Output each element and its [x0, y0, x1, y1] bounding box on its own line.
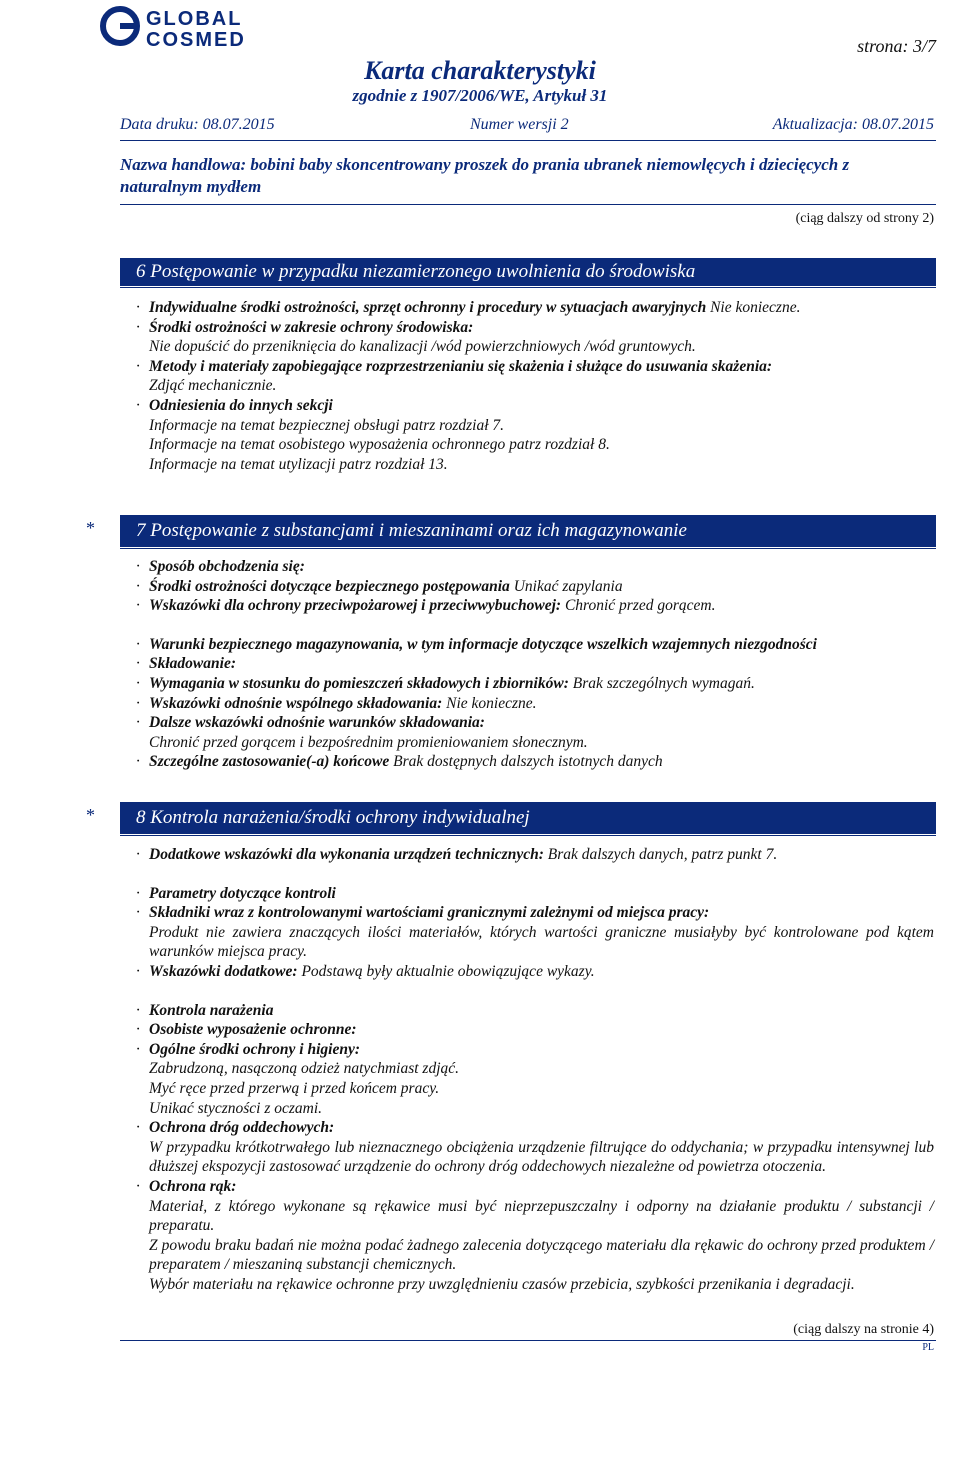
list-item-value: Z powodu braku badań nie można podać żadnego zalecenia dotyczącego materiału dla rękawic do ochrony przed produktem / preparatem / mieszaniną substancji chemicznych.: [149, 1236, 934, 1274]
list-item: · Odniesienia do innych sekcji: [136, 396, 333, 414]
list-item: · Kontrola narażenia: [136, 1001, 274, 1019]
trade-name: Nazwa handlowa: bobini baby skoncentrowany proszek do prania ubranek niemowlęcych i dziecięcych z naturalnym mydłem: [120, 155, 850, 196]
list-item: · Ogólne środki ochrony i higieny:: [136, 1040, 360, 1058]
list-item-value: Informacje na temat utylizacji patrz rozdział 13.: [149, 455, 448, 473]
document-title: Karta charakterystyki: [364, 56, 596, 85]
list-item: · Parametry dotyczące kontroli: [136, 884, 336, 902]
list-item: · Wskazówki dla ochrony przeciwpożarowej i przeciwwybuchowej: Chronić przed gorącem.: [136, 597, 716, 615]
list-item: · Ochrona dróg oddechowych:: [136, 1119, 335, 1137]
update-date: Aktualizacja: 08.07.2015: [772, 116, 934, 133]
print-date: Data druku: 08.07.2015: [120, 116, 275, 133]
continued-on: (ciąg dalszy na stronie 4): [793, 1322, 934, 1337]
version-number: Numer wersji 2: [470, 116, 569, 133]
list-item: · Wymagania w stosunku do pomieszczeń składowych i zbiorników: Brak szczególnych wymagań.: [136, 674, 755, 692]
list-item: · Dodatkowe wskazówki dla wykonania urządzeń technicznych: Brak dalszych danych, patrz punkt 7.: [136, 846, 778, 863]
list-item: · Metody i materiały zapobiegające rozprzestrzenianiu się skażenia i służące do usuwania skażenia:: [136, 357, 773, 375]
section-7-heading: 7 Postępowanie z substancjami i mieszaninami oraz ich magazynowanie: [120, 515, 936, 547]
page-number: strona: 3/7: [857, 36, 936, 56]
list-item-value: Wybór materiału na rękawice ochronne przy uwzględnieniu czasów przebicia, szybkości przenikania i degradacji.: [149, 1275, 855, 1293]
list-item-value: Produkt nie zawiera znaczących ilości materiałów, których wartości graniczne musiałyby być kontrolowane pod kątem warunków miejsca pracy.: [149, 923, 934, 961]
list-item-value: Zdjąć mechanicznie.: [149, 377, 277, 395]
continued-from: (ciąg dalszy od strony 2): [795, 211, 934, 226]
list-item-value: Chronić przed gorącem i bezpośrednim promieniowaniem słonecznym.: [149, 733, 588, 751]
list-item: · Osobiste wyposażenie ochronne:: [136, 1021, 357, 1039]
footer-divider: [120, 1340, 936, 1341]
trade-name-divider: [120, 204, 936, 205]
list-item-value: Myć ręce przed przerwą i przed końcem pracy.: [149, 1079, 440, 1097]
list-item: · Sposób obchodzenia się:: [136, 558, 305, 575]
list-item-value: Informacje na temat bezpiecznej obsługi patrz rozdział 7.: [149, 416, 505, 434]
revision-marker: *: [86, 805, 95, 825]
document-subtitle: zgodnie z 1907/2006/WE, Artykuł 31: [352, 86, 608, 105]
svg-text:COSMED: COSMED: [146, 29, 246, 48]
list-item-value: Nie dopuścić do przeniknięcia do kanalizacji /wód powierzchniowych /wód gruntowych.: [149, 338, 696, 356]
section-8-body: [136, 845, 934, 1294]
list-item-value: Unikać styczności z oczami.: [149, 1099, 323, 1117]
list-item: · Składowanie:: [136, 655, 236, 673]
list-item: · Środki ostrożności dotyczące bezpiecznego postępowania Unikać zapylania: [136, 577, 623, 595]
list-item: · Dalsze wskazówki odnośnie warunków składowania:: [136, 714, 485, 732]
language-code: PL: [922, 1342, 934, 1353]
header-divider: [120, 140, 936, 141]
company-logo: [100, 4, 300, 48]
list-item: · Wskazówki dodatkowe: Podstawą były aktualnie obowiązujące wykazy.: [136, 962, 595, 980]
revision-marker: *: [86, 518, 95, 538]
list-item: · Środki ostrożności w zakresie ochrony środowiska:: [136, 318, 474, 336]
list-item: · Indywidualne środki ostrożności, sprzęt ochronny i procedury w sytuacjach awaryjnych Nie konieczne.: [136, 299, 801, 316]
list-item-value: W przypadku krótkotrwałego lub nieznacznego obciążenia urządzenie filtrujące do oddychania; w przypadku intensywnej lub dłuższej ekspozycji zastosować urządzenie do ochrony dróg oddechowych niezależne od powietrza otoczenia.: [149, 1138, 934, 1176]
list-item: · Szczególne zastosowanie(-a) końcowe Brak dostępnych dalszych istotnych danych: [136, 753, 663, 771]
svg-text:GLOBAL: GLOBAL: [146, 8, 243, 30]
list-item-value: Informacje na temat osobistego wyposażenia ochronnego patrz rozdział 8.: [149, 436, 610, 454]
list-item: · Warunki bezpiecznego magazynowania, w tym informacje dotyczące wszelkich wzajemnych niezgodności: [136, 635, 817, 653]
section-7-body: [136, 557, 934, 772]
list-item: · Składniki wraz z kontrolowanymi wartościami granicznymi zależnymi od miejsca pracy:: [136, 904, 710, 922]
list-item: · Wskazówki odnośnie wspólnego składowania: Nie konieczne.: [136, 694, 537, 712]
section-6-heading: 6 Postępowanie w przypadku niezamierzonego uwolnienia do środowiska: [120, 258, 936, 286]
list-item: · Ochrona rąk:: [136, 1177, 237, 1195]
list-item-value: Zabrudzoną, nasączoną odzież natychmiast zdjąć.: [149, 1060, 459, 1078]
list-item-value: Materiał, z którego wykonane są rękawice musi być nieprzepuszczalny i odporny na działanie produktu / substancji / preparatu.: [149, 1197, 934, 1235]
section-8-heading: 8 Kontrola narażenia/środki ochrony indywidualnej: [120, 802, 936, 834]
section-6-body: [136, 298, 934, 474]
